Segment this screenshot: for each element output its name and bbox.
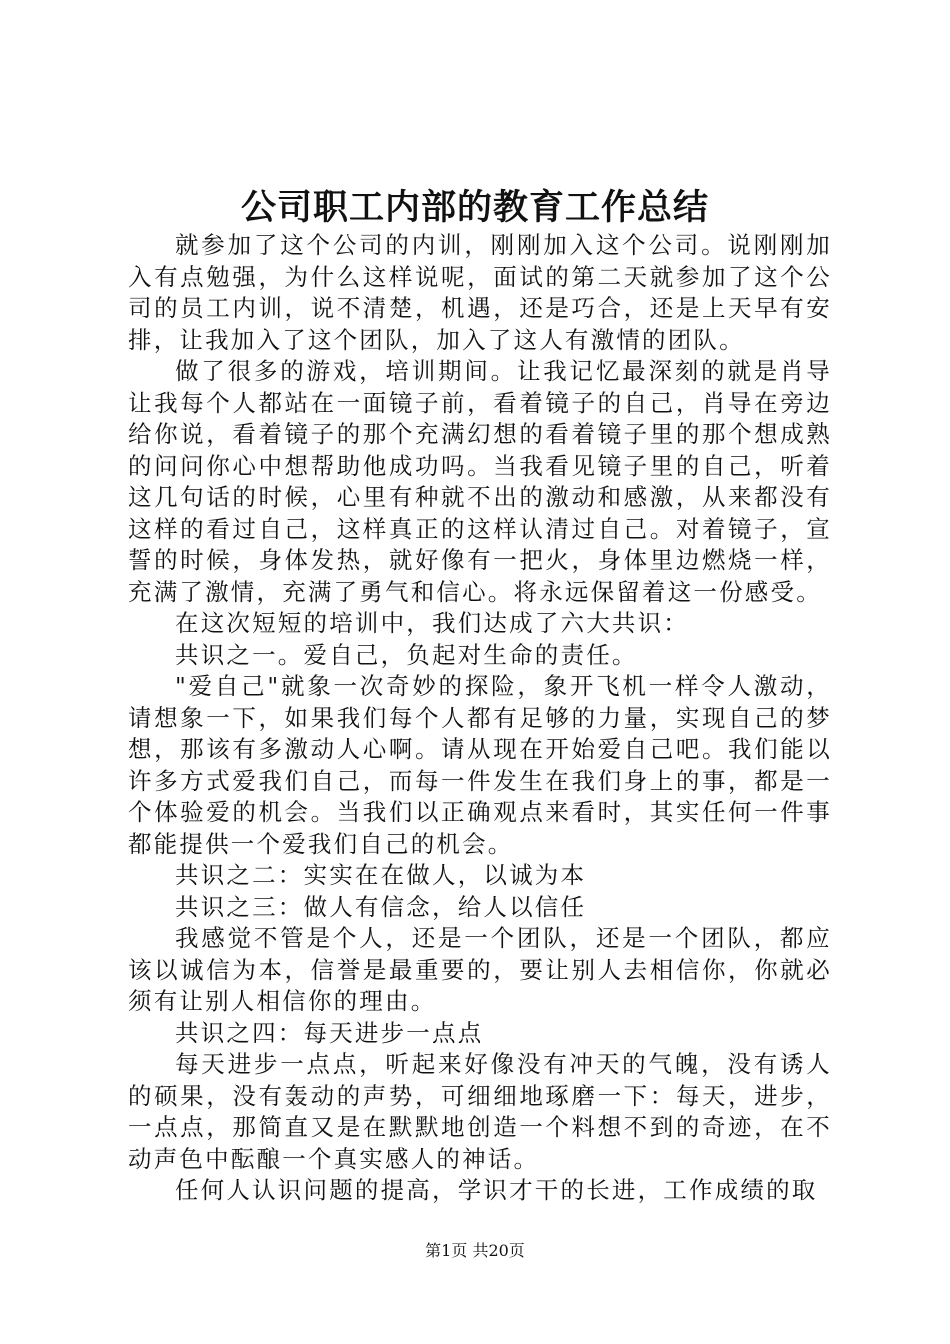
- paragraph: "爱自己"就象一次奇妙的探险，象开飞机一样令人激动，请想象一下，如果我们每个人都有足够的力量，实现自己的梦想，那该有多激动人心啊。请从现在开始爱自己吧。我们能以许多方式爱我们自己，而每一件发生在我们身上的事，都是一个体验爱的机会。当我们以正确观点来看时，其实任何一件事都能提供一个爱我们自己的机会。: [128, 672, 832, 858]
- paragraph: 在这次短短的培训中，我们达成了六大共识：: [175, 609, 689, 637]
- paragraph: 我感觉不管是个人，还是一个团队，还是一个团队，都应该以诚信为本，信誉是最重要的，要让别人去相信你，你就必须有让别人相信你的理由。: [128, 924, 832, 1015]
- paragraph: 就参加了这个公司的内训，刚刚加入这个公司。说刚刚加入有点勉强，为什么这样说呢，面试的第二天就参加了这个公司的员工内训，说不清楚，机遇，还是巧合，还是上天早有安排，让我加入了这个团队，加入了这人有激情的团队。: [128, 231, 832, 354]
- paragraph: 任何人认识问题的提高，学识才干的长进，工作成绩的取: [175, 1176, 818, 1204]
- consensus-heading-4: 共识之四：每天进步一点点: [175, 1018, 484, 1047]
- document-title: 公司职工内部的教育工作总结: [240, 188, 709, 228]
- consensus-heading-1: 共识之一。爱自己，负起对生命的责任。: [175, 640, 638, 669]
- paragraph: 做了很多的游戏，培训期间。让我记忆最深刻的就是肖导让我每个人都站在一面镜子前，看着镜子的自己，肖导在旁边给你说，看着镜子的那个充满幻想的看着镜子里的那个想成熟的问问你心中想帮助他成功吗。当我看见镜子里的自己，听着这几句话的时候，心里有种就不出的激动和感激，从来都没有这样的看过自己，这样真正的这样认清过自己。对着镜子，宣誓的时候，身体发热，就好像有一把火，身体里边燃烧一样，充满了激情，充满了勇气和信心。将永远保留着这一份感受。: [128, 357, 832, 606]
- document-body: [128, 230, 832, 1207]
- consensus-heading-2: 共识之二：实实在在做人，以诚为本: [175, 861, 587, 889]
- paragraph: 每天进步一点点，听起来好像没有冲天的气魄，没有诱人的硕果，没有轰动的声势，可细细地琢磨一下：每天，进步，一点点，那简直又是在默默地创造一个料想不到的奇迹，在不动声色中酝酿一个真实感人的神话。: [128, 1050, 832, 1173]
- page-footer: 第1页 共20页: [425, 1241, 525, 1260]
- consensus-heading-3: 共识之三：做人有信念，给人以信任: [175, 892, 587, 921]
